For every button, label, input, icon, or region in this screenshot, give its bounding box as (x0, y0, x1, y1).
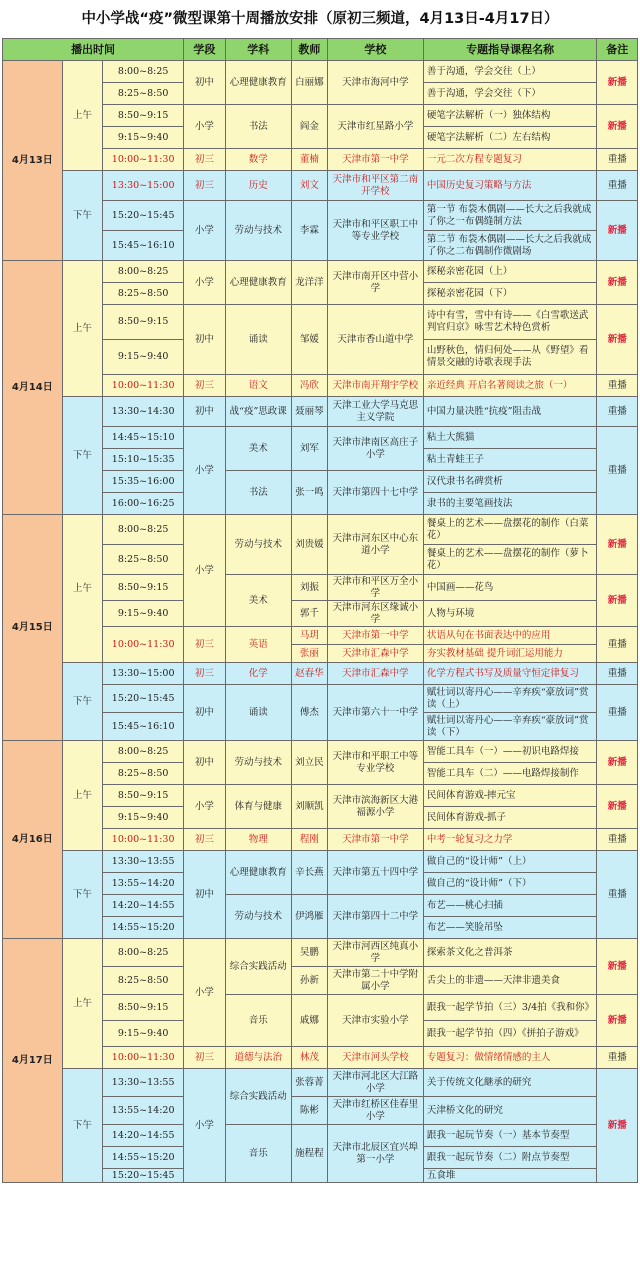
time-cell: 8:50~9:15 (103, 785, 184, 807)
teacher-cell: 邹媛 (291, 305, 327, 375)
school-cell: 天津市南开区中营小学 (327, 261, 423, 305)
note-cell: 新播 (597, 105, 638, 149)
subject-cell: 语文 (225, 375, 291, 397)
subject-cell: 综合实践活动 (225, 1069, 291, 1125)
subject-cell: 劳动与技术 (225, 895, 291, 939)
topic-cell: 智能工具车（一）——初识电路焊接 (423, 741, 597, 763)
time-cell: 14:45~15:10 (103, 427, 184, 449)
teacher-cell: 马玥 (291, 627, 327, 645)
teacher-cell: 刘军 (291, 427, 327, 471)
time-cell: 9:15~9:40 (103, 1021, 184, 1047)
stage-cell: 初中 (184, 305, 226, 375)
stage-cell: 初中 (184, 741, 226, 785)
subject-cell: 综合实践活动 (225, 939, 291, 995)
teacher-cell: 吴鹏 (291, 939, 327, 967)
teacher-cell: 刘贵媛 (291, 515, 327, 575)
teacher-cell: 阎金 (291, 105, 327, 149)
header-subject: 学科 (225, 39, 291, 61)
topic-cell: 跟我一起学节拍（三）3/4拍《我和你》 (423, 995, 597, 1021)
time-cell: 8:00~8:25 (103, 515, 184, 545)
subject-cell: 美术 (225, 427, 291, 471)
time-cell: 8:50~9:15 (103, 305, 184, 340)
time-cell: 8:50~9:15 (103, 995, 184, 1021)
topic-cell: 探索茶文化之普洱茶 (423, 939, 597, 967)
note-cell: 新播 (597, 261, 638, 305)
school-cell: 天津市第一中学 (327, 149, 423, 171)
subject-cell: 劳动与技术 (225, 201, 291, 261)
time-cell: 8:50~9:15 (103, 105, 184, 127)
stage-cell: 小学 (184, 201, 226, 261)
date-cell: 4月14日 (3, 261, 63, 515)
stage-cell: 小学 (184, 1069, 226, 1183)
school-cell: 天津市和平区第二南开学校 (327, 171, 423, 201)
school-cell: 天津市第六十一中学 (327, 685, 423, 741)
note-cell: 重播 (597, 829, 638, 851)
topic-cell: 第一节 布袋木偶剧——长大之后我就成了你之一布偶缝制方法 (423, 201, 597, 231)
stage-cell: 小学 (184, 105, 226, 149)
topic-cell: 山野秋色，情归何处——从《野望》看情景交融的诗歌表现手法 (423, 340, 597, 375)
topic-cell: 关于传统文化継承的研究 (423, 1069, 597, 1097)
subject-cell: 劳动与技术 (225, 515, 291, 575)
time-cell: 15:20~15:45 (103, 201, 184, 231)
topic-cell: 中考一轮复习之力学 (423, 829, 597, 851)
subject-cell: 英语 (225, 627, 291, 663)
school-cell: 天津市实验小学 (327, 995, 423, 1047)
teacher-cell: 刘振 (291, 575, 327, 601)
topic-cell: 赋壮词以寄丹心——辛弃疾“豪放词”赏读（上） (423, 685, 597, 713)
header-row (3, 39, 638, 61)
topic-cell: 隶书的主要笔画技法 (423, 493, 597, 515)
stage-cell: 初中 (184, 397, 226, 427)
time-cell: 15:20~15:45 (103, 685, 184, 713)
teacher-cell: 张蓉菁 (291, 1069, 327, 1097)
teacher-cell: 赵春华 (291, 663, 327, 685)
school-cell: 天津市河头学校 (327, 1047, 423, 1069)
period-cell: 上午 (62, 261, 102, 397)
page-title: 中小学战“疫”微型课第十周播放安排（原初三频道，4月13日-4月17日） (81, 11, 559, 27)
time-cell: 8:25~8:50 (103, 967, 184, 995)
subject-cell: 音乐 (225, 1125, 291, 1183)
stage-cell: 初三 (184, 829, 226, 851)
topic-cell: 餐桌上的艺术——盘摆花的制作（白菜花） (423, 515, 597, 545)
time-cell: 9:15~9:40 (103, 601, 184, 627)
topic-cell: 诗中有雪，雪中有诗——《白雪歌送武判官归京》咏雪艺术特色赏析 (423, 305, 597, 340)
note-cell: 重播 (597, 427, 638, 515)
subject-cell: 数学 (225, 149, 291, 171)
time-cell: 14:55~15:20 (103, 1147, 184, 1169)
topic-cell: 做自己的“设计师”（上） (423, 851, 597, 873)
date-cell: 4月15日 (3, 515, 63, 741)
time-cell: 14:55~15:20 (103, 917, 184, 939)
time-cell: 8:00~8:25 (103, 741, 184, 763)
period-cell: 上午 (62, 61, 102, 171)
teacher-cell: 刘立民 (291, 741, 327, 785)
time-cell: 13:30~15:00 (103, 663, 184, 685)
teacher-cell: 龙洋洋 (291, 261, 327, 305)
stage-cell: 初三 (184, 171, 226, 201)
period-cell: 下午 (62, 663, 102, 741)
subject-cell: 诵读 (225, 685, 291, 741)
time-cell: 16:00~16:25 (103, 493, 184, 515)
school-cell: 天津市和平区职工中等专业学校 (327, 201, 423, 261)
subject-cell: 道德与法治 (225, 1047, 291, 1069)
time-cell: 15:45~16:10 (103, 231, 184, 261)
header-teacher: 教师 (291, 39, 327, 61)
time-cell: 13:30~15:00 (103, 171, 184, 201)
period-cell: 下午 (62, 1069, 102, 1183)
topic-cell: 天津桥文化的研究 (423, 1097, 597, 1125)
stage-cell: 初中 (184, 851, 226, 939)
stage-cell: 初三 (184, 375, 226, 397)
teacher-cell: 孙新 (291, 967, 327, 995)
note-cell: 新播 (597, 201, 638, 261)
time-cell: 13:55~14:20 (103, 1097, 184, 1125)
time-cell: 10:00~11:30 (103, 375, 184, 397)
school-cell: 天津市汇森中学 (327, 645, 423, 663)
note-cell: 新播 (597, 515, 638, 575)
time-cell: 15:10~15:35 (103, 449, 184, 471)
header-topic: 专题指导课程名称 (423, 39, 597, 61)
topic-cell: 布艺——桃心扫插 (423, 895, 597, 917)
school-cell: 天津市和平区万全小学 (327, 575, 423, 601)
school-cell: 天津市和平职工中等专业学校 (327, 741, 423, 785)
school-cell: 天津市第一中学 (327, 829, 423, 851)
subject-cell: 化学 (225, 663, 291, 685)
stage-cell: 小学 (184, 427, 226, 515)
subject-cell: 心理健康教育 (225, 261, 291, 305)
teacher-cell: 辛长燕 (291, 851, 327, 895)
school-cell: 天津市河东区缘诚小学 (327, 601, 423, 627)
time-cell: 13:30~13:55 (103, 851, 184, 873)
time-cell: 13:30~14:30 (103, 397, 184, 427)
topic-cell: 粘土青蛙王子 (423, 449, 597, 471)
topic-cell: 亲近经典 开启名著阅读之旅（一） (423, 375, 597, 397)
date-cell: 4月16日 (3, 741, 63, 939)
note-cell: 新播 (597, 785, 638, 829)
note-cell: 新播 (597, 61, 638, 105)
school-cell: 天津市汇森中学 (327, 663, 423, 685)
subject-cell: 音乐 (225, 995, 291, 1047)
period-cell: 下午 (62, 851, 102, 939)
teacher-cell: 林茂 (291, 1047, 327, 1069)
teacher-cell: 张丽 (291, 645, 327, 663)
subject-cell: 诵读 (225, 305, 291, 375)
school-cell: 天津市红桥区佳春里小学 (327, 1097, 423, 1125)
header-stage: 学段 (184, 39, 226, 61)
time-cell: 15:20~15:45 (103, 1169, 184, 1183)
school-cell: 天津市南开翔宇学校 (327, 375, 423, 397)
period-cell: 上午 (62, 939, 102, 1069)
school-cell: 天津市香山道中学 (327, 305, 423, 375)
topic-cell: 人物与环境 (423, 601, 597, 627)
time-cell: 8:25~8:50 (103, 545, 184, 575)
time-cell: 13:30~13:55 (103, 1069, 184, 1097)
subject-cell: 心理健康教育 (225, 61, 291, 105)
period-cell: 下午 (62, 397, 102, 515)
topic-cell: 餐桌上的艺术——盘摆花的制作（萝卜花） (423, 545, 597, 575)
header-note: 备注 (597, 39, 638, 61)
topic-cell: 一元二次方程专题复习 (423, 149, 597, 171)
topic-cell: 智能工具车（二）——电路焊接制作 (423, 763, 597, 785)
stage-cell: 小学 (184, 261, 226, 305)
subject-cell: 心理健康教育 (225, 851, 291, 895)
topic-cell: 赋壮词以寄丹心——辛弃疾“豪放词”赏读（下） (423, 713, 597, 741)
note-cell: 重播 (597, 149, 638, 171)
note-cell: 重播 (597, 397, 638, 427)
topic-cell: 跟我一起学节拍（四）《拼拍子游戏》 (423, 1021, 597, 1047)
teacher-cell: 白丽娜 (291, 61, 327, 105)
time-cell: 8:25~8:50 (103, 283, 184, 305)
note-cell: 新播 (597, 995, 638, 1047)
teacher-cell: 聂丽琴 (291, 397, 327, 427)
stage-cell: 初三 (184, 663, 226, 685)
period-cell: 上午 (62, 741, 102, 851)
school-cell: 天津市第一中学 (327, 627, 423, 645)
school-cell: 天津市津南区高庄子小学 (327, 427, 423, 471)
subject-cell: 书法 (225, 471, 291, 515)
topic-cell: 五食堆 (423, 1169, 597, 1183)
note-cell: 重播 (597, 171, 638, 201)
note-cell: 重播 (597, 851, 638, 939)
topic-cell: 中国画——花鸟 (423, 575, 597, 601)
school-cell: 天津市河北区大江路小学 (327, 1069, 423, 1097)
note-cell: 新播 (597, 1069, 638, 1183)
schedule-table (2, 38, 638, 1183)
topic-cell: 夯实教材基础 提升词汇运用能力 (423, 645, 597, 663)
subject-cell: 战“疫”思政课 (225, 397, 291, 427)
time-cell: 9:15~9:40 (103, 340, 184, 375)
teacher-cell: 施程程 (291, 1125, 327, 1183)
time-cell: 15:35~16:00 (103, 471, 184, 493)
topic-cell: 舌尖上的非遗——天津非遗美食 (423, 967, 597, 995)
stage-cell: 小学 (184, 785, 226, 829)
subject-cell: 历史 (225, 171, 291, 201)
period-cell: 下午 (62, 171, 102, 261)
subject-cell: 体育与健康 (225, 785, 291, 829)
time-cell: 10:00~11:30 (103, 1047, 184, 1069)
topic-cell: 民间体育游戏-摔元宝 (423, 785, 597, 807)
period-cell: 上午 (62, 515, 102, 663)
topic-cell: 硬笔字法解析（一）独体结构 (423, 105, 597, 127)
school-cell: 天津市第四十七中学 (327, 471, 423, 515)
topic-cell: 布艺——笑脸吊坠 (423, 917, 597, 939)
teacher-cell: 李霖 (291, 201, 327, 261)
header-time: 播出时间 (3, 39, 184, 61)
topic-cell: 专题复习：做情绪情感的主人 (423, 1047, 597, 1069)
time-cell: 10:00~11:30 (103, 149, 184, 171)
time-cell: 14:20~14:55 (103, 895, 184, 917)
teacher-cell: 冯欣 (291, 375, 327, 397)
topic-cell: 跟我一起玩节奏（二）附点节奏型 (423, 1147, 597, 1169)
school-cell: 天津市红星路小学 (327, 105, 423, 149)
note-cell: 重播 (597, 663, 638, 685)
school-cell: 天津工业大学马克思主义学院 (327, 397, 423, 427)
school-cell: 天津市滨海新区大港福源小学 (327, 785, 423, 829)
teacher-cell: 张一鸣 (291, 471, 327, 515)
stage-cell: 初三 (184, 149, 226, 171)
header-school: 学校 (327, 39, 423, 61)
time-cell: 8:00~8:25 (103, 61, 184, 83)
topic-cell: 第二节 布袋木偶剧——长大之后我就成了你之二布偶制作微剧场 (423, 231, 597, 261)
time-cell: 10:00~11:30 (103, 627, 184, 663)
note-cell: 重播 (597, 627, 638, 663)
time-cell: 8:50~9:15 (103, 575, 184, 601)
time-cell: 10:00~11:30 (103, 829, 184, 851)
school-cell: 天津市第五十四中学 (327, 851, 423, 895)
teacher-cell: 郭千 (291, 601, 327, 627)
subject-cell: 物理 (225, 829, 291, 851)
topic-cell: 化学方程式书写及质量守恒定律复习 (423, 663, 597, 685)
note-cell: 新播 (597, 305, 638, 375)
school-cell: 天津市海河中学 (327, 61, 423, 105)
subject-cell: 书法 (225, 105, 291, 149)
note-cell: 重播 (597, 685, 638, 741)
stage-cell: 初中 (184, 61, 226, 105)
topic-cell: 做自己的“设计师”（下） (423, 873, 597, 895)
topic-cell: 探秘亲密花园（上） (423, 261, 597, 283)
date-cell: 4月17日 (3, 939, 63, 1183)
teacher-cell: 伊鸿雁 (291, 895, 327, 939)
stage-cell: 小学 (184, 515, 226, 627)
teacher-cell: 戚娜 (291, 995, 327, 1047)
time-cell: 8:25~8:50 (103, 83, 184, 105)
school-cell: 天津市第四十二中学 (327, 895, 423, 939)
school-cell: 天津市北辰区宜兴埠第一小学 (327, 1125, 423, 1183)
topic-cell: 中国力量决胜“抗疫”阻击战 (423, 397, 597, 427)
time-cell: 14:20~14:55 (103, 1125, 184, 1147)
topic-cell: 汉代隶书名碑赏析 (423, 471, 597, 493)
time-cell: 8:25~8:50 (103, 763, 184, 785)
time-cell: 9:15~9:40 (103, 807, 184, 829)
school-cell: 天津市河西区纯真小学 (327, 939, 423, 967)
teacher-cell: 刘顺凯 (291, 785, 327, 829)
note-cell: 新播 (597, 741, 638, 785)
date-cell: 4月13日 (3, 61, 63, 261)
topic-cell: 粘土大熊猫 (423, 427, 597, 449)
school-cell: 天津市第二十中学附属小学 (327, 967, 423, 995)
teacher-cell: 程刚 (291, 829, 327, 851)
time-cell: 8:00~8:25 (103, 261, 184, 283)
stage-cell: 初三 (184, 627, 226, 663)
stage-cell: 小学 (184, 939, 226, 1047)
topic-cell: 跟我一起玩节奏（一）基本节奏型 (423, 1125, 597, 1147)
subject-cell: 美术 (225, 575, 291, 627)
school-cell: 天津市河东区中心东道小学 (327, 515, 423, 575)
topic-cell: 善于沟通，学会交往（上） (423, 61, 597, 83)
note-cell: 重播 (597, 1047, 638, 1069)
time-cell: 8:00~8:25 (103, 939, 184, 967)
time-cell: 15:45~16:10 (103, 713, 184, 741)
topic-cell: 民间体育游戏-抓子 (423, 807, 597, 829)
topic-cell: 探秘亲密花园（下） (423, 283, 597, 305)
subject-cell: 劳动与技术 (225, 741, 291, 785)
topic-cell: 中国历史复习策略与方法 (423, 171, 597, 201)
teacher-cell: 董楠 (291, 149, 327, 171)
time-cell: 13:55~14:20 (103, 873, 184, 895)
topic-cell: 善于沟通，学会交往（下） (423, 83, 597, 105)
topic-cell: 状语从句在书面表达中的应用 (423, 627, 597, 645)
teacher-cell: 傅杰 (291, 685, 327, 741)
time-cell: 9:15~9:40 (103, 127, 184, 149)
topic-cell: 硬笔字法解析（二）左右结构 (423, 127, 597, 149)
note-cell: 重播 (597, 375, 638, 397)
note-cell: 新播 (597, 575, 638, 627)
stage-cell: 初三 (184, 1047, 226, 1069)
teacher-cell: 陈彬 (291, 1097, 327, 1125)
stage-cell: 初中 (184, 685, 226, 741)
note-cell: 新播 (597, 939, 638, 995)
teacher-cell: 刘文 (291, 171, 327, 201)
